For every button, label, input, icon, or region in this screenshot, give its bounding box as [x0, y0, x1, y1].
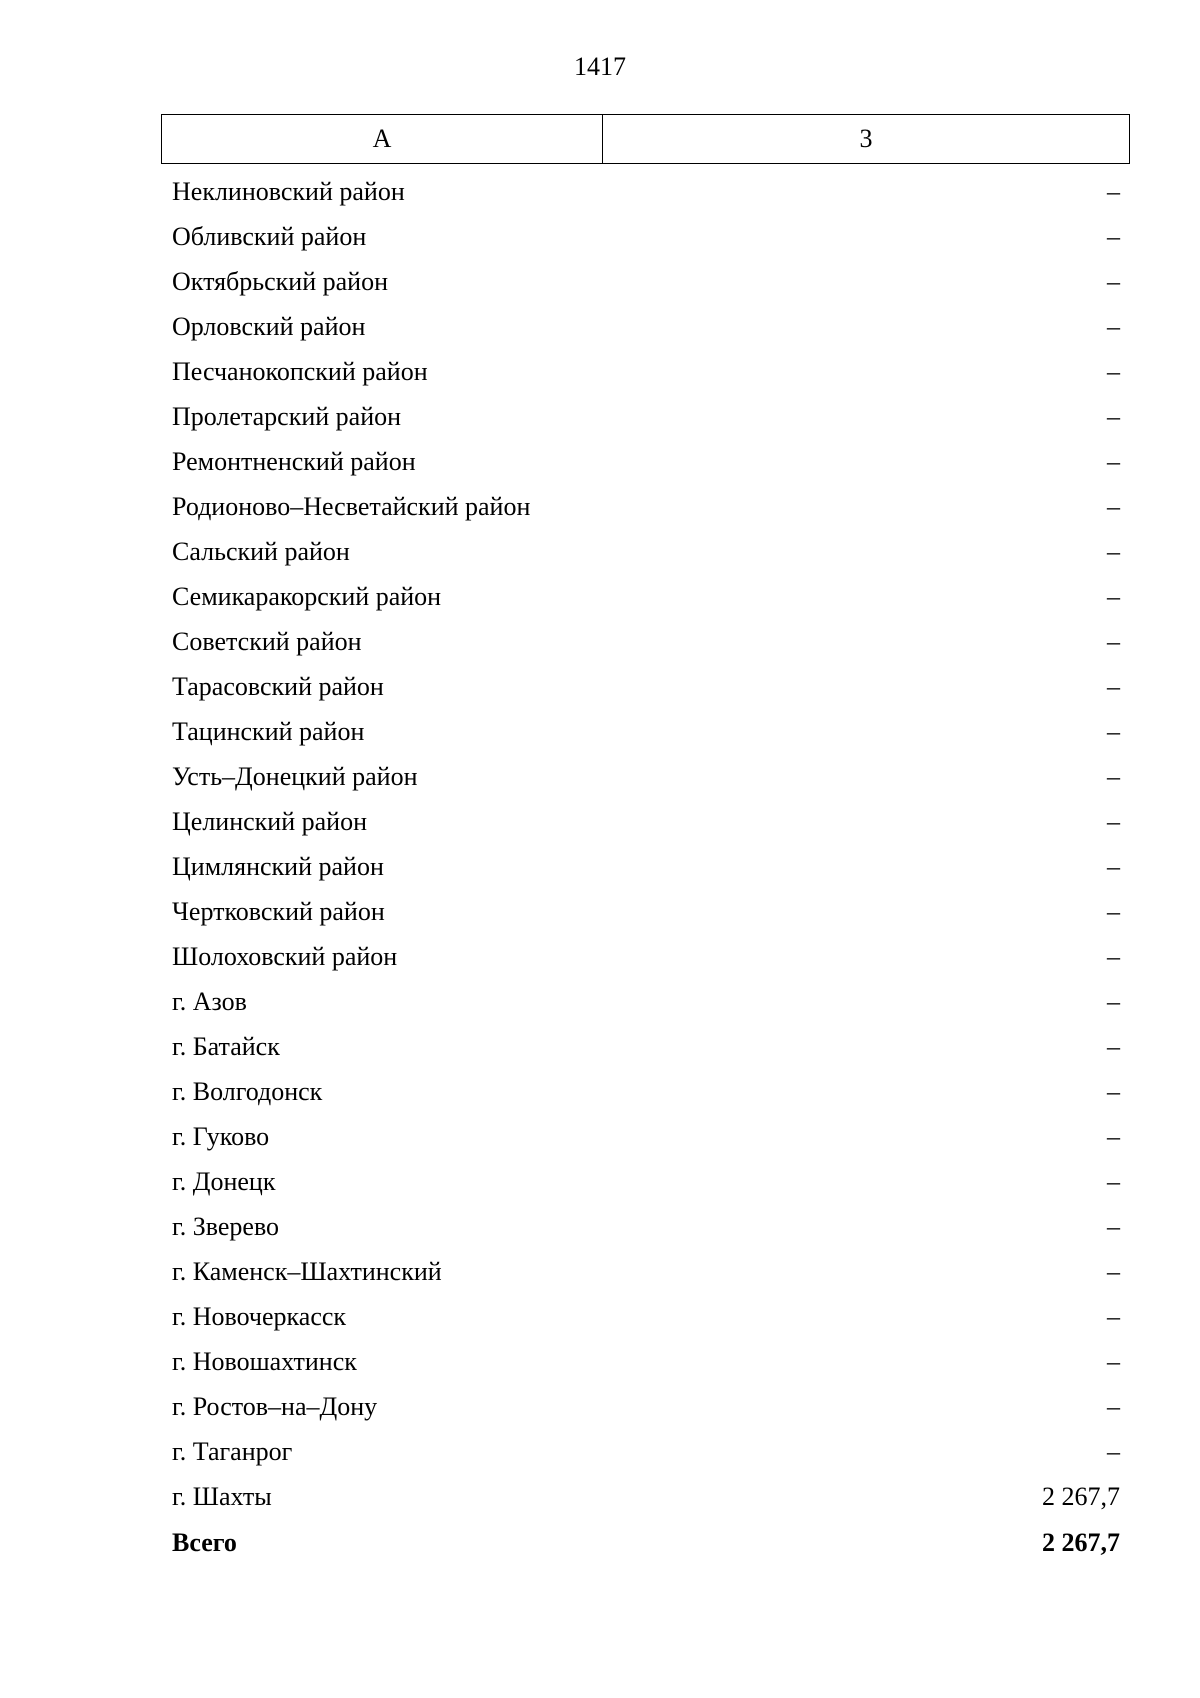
table-row	[172, 169, 1120, 214]
table-row	[172, 979, 1120, 1024]
row-name: Пролетарский район	[172, 401, 402, 431]
row-value: –	[1107, 626, 1120, 656]
row-name: Чертковский район	[172, 896, 385, 926]
table-header	[161, 114, 1130, 164]
table-row	[172, 574, 1120, 619]
row-name: Тацинский район	[172, 716, 365, 746]
row-value: –	[1107, 671, 1120, 701]
total-value: 2 267,7	[1042, 1527, 1120, 1557]
row-value: –	[1107, 806, 1120, 836]
row-name: г. Каменск–Шахтинский	[172, 1256, 442, 1286]
table-row	[172, 529, 1120, 574]
row-value: 2 267,7	[1042, 1481, 1120, 1511]
row-name: Неклиновский район	[172, 176, 405, 206]
table-row	[172, 1339, 1120, 1384]
table-row	[172, 1069, 1120, 1114]
row-value: –	[1107, 1211, 1120, 1241]
table-row	[172, 304, 1120, 349]
row-name: Советский район	[172, 626, 362, 656]
row-value: –	[1107, 1301, 1120, 1331]
row-value: –	[1107, 851, 1120, 881]
table-row	[172, 439, 1120, 484]
column-header-3: 3	[859, 124, 873, 153]
table-row	[172, 1114, 1120, 1159]
row-name: Шолоховский район	[172, 941, 398, 971]
table-row	[172, 1204, 1120, 1249]
row-name: г. Азов	[172, 986, 247, 1016]
row-name: г. Ростов–на–Дону	[172, 1391, 378, 1421]
row-value: –	[1107, 716, 1120, 746]
table-row	[172, 484, 1120, 529]
row-name: Песчанокопский район	[172, 356, 428, 386]
table-row	[172, 934, 1120, 979]
row-name: г. Волгодонск	[172, 1076, 323, 1106]
row-value: –	[1107, 941, 1120, 971]
table-row	[172, 619, 1120, 664]
row-value: –	[1107, 356, 1120, 386]
total-row	[172, 1519, 1120, 1566]
row-name: г. Гуково	[172, 1121, 270, 1151]
row-value: –	[1107, 266, 1120, 296]
table-row	[172, 1294, 1120, 1339]
table-row	[172, 349, 1120, 394]
row-name: г. Шахты	[172, 1481, 272, 1511]
table-row	[172, 889, 1120, 934]
row-value: –	[1107, 1076, 1120, 1106]
table-row	[172, 1024, 1120, 1069]
row-name: Целинский район	[172, 806, 367, 836]
table-row	[172, 844, 1120, 889]
table-row	[172, 214, 1120, 259]
row-value: –	[1107, 581, 1120, 611]
row-value: –	[1107, 491, 1120, 521]
row-name: Орловский район	[172, 311, 366, 341]
table-row	[172, 1429, 1120, 1474]
row-name: г. Донецк	[172, 1166, 276, 1196]
row-name: Усть–Донецкий район	[172, 761, 418, 791]
row-name: Тарасовский район	[172, 671, 384, 701]
row-value: –	[1107, 311, 1120, 341]
row-name: г. Новошахтинск	[172, 1346, 357, 1376]
row-name: Ремонтненский район	[172, 446, 416, 476]
row-value: –	[1107, 761, 1120, 791]
row-value: –	[1107, 221, 1120, 251]
row-value: –	[1107, 176, 1120, 206]
table-row	[172, 709, 1120, 754]
row-name: Октябрьский район	[172, 266, 388, 296]
table-row	[172, 259, 1120, 304]
table-row	[172, 799, 1120, 844]
row-value: –	[1107, 1121, 1120, 1151]
table-row	[172, 1249, 1120, 1294]
table-row	[172, 1159, 1120, 1204]
row-value: –	[1107, 1256, 1120, 1286]
row-value: –	[1107, 1436, 1120, 1466]
row-name: г. Таганрог	[172, 1436, 293, 1466]
row-value: –	[1107, 1346, 1120, 1376]
table-row	[172, 394, 1120, 439]
row-value: –	[1107, 1391, 1120, 1421]
row-value: –	[1107, 896, 1120, 926]
row-name: г. Зверево	[172, 1211, 280, 1241]
row-value: –	[1107, 536, 1120, 566]
row-name: г. Батайск	[172, 1031, 280, 1061]
table-body	[172, 169, 1120, 1566]
table-row	[172, 1384, 1120, 1429]
table-row	[172, 664, 1120, 709]
row-name: Родионово–Несветайский район	[172, 491, 531, 521]
row-name: Сальский район	[172, 536, 350, 566]
row-value: –	[1107, 986, 1120, 1016]
row-value: –	[1107, 1166, 1120, 1196]
row-name: г. Новочеркасск	[172, 1301, 347, 1331]
total-label: Всего	[172, 1527, 237, 1557]
page-number: 1417	[574, 52, 626, 81]
row-name: Семикаракорский район	[172, 581, 442, 611]
row-value: –	[1107, 1031, 1120, 1061]
column-header-a: А	[162, 115, 603, 163]
table-row	[172, 754, 1120, 799]
row-name: Обливский район	[172, 221, 367, 251]
table-row	[172, 1474, 1120, 1519]
row-name: Цимлянский район	[172, 851, 384, 881]
row-value: –	[1107, 401, 1120, 431]
row-value: –	[1107, 446, 1120, 476]
